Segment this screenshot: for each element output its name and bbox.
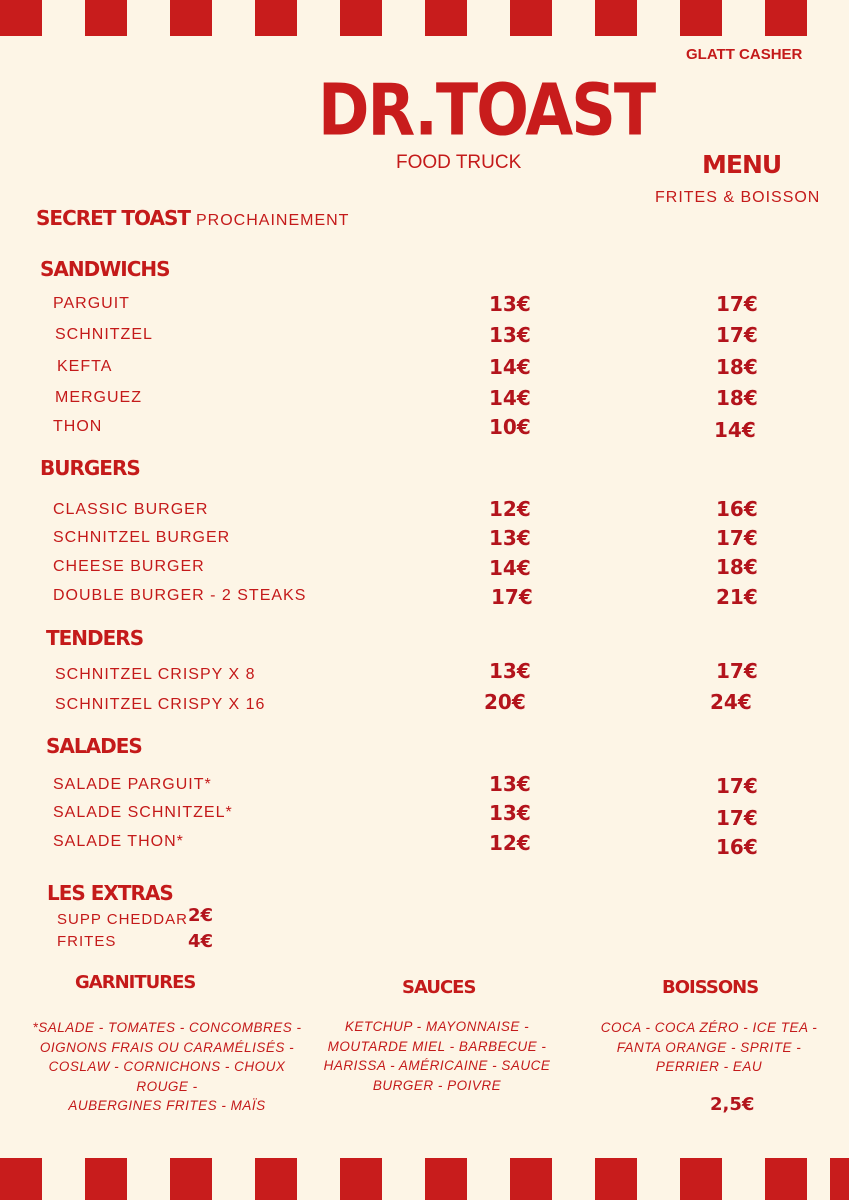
menu-item-price: 12€	[489, 831, 531, 855]
menu-item-menu-price: 17€	[716, 323, 758, 347]
food-truck-subtitle: FOOD TRUCK	[396, 152, 522, 173]
boissons-line: PERRIER - EAU	[655, 1059, 763, 1074]
menu-item-name: PARGUIT	[53, 295, 130, 312]
menu-item-price: 10€	[489, 415, 531, 439]
stripe	[255, 1158, 297, 1200]
stripe	[0, 1158, 42, 1200]
menu-item-price: 13€	[489, 292, 531, 316]
menu-item-name: SCHNITZEL	[55, 326, 153, 343]
menu-item-name: SCHNITZEL CRISPY X 16	[55, 696, 266, 713]
stripe	[170, 0, 212, 36]
menu-item-price: 13€	[489, 772, 531, 796]
section-title-sandwichs: SANDWICHS	[40, 257, 170, 281]
stripe	[0, 0, 42, 36]
menu-item-menu-price: 17€	[716, 806, 758, 830]
menu-item-price: 13€	[489, 659, 531, 683]
stripe	[85, 1158, 127, 1200]
menu-item-menu-price: 18€	[716, 355, 758, 379]
sauces-line: KETCHUP - MAYONNAISE -	[344, 1019, 530, 1034]
menu-item-menu-price: 18€	[716, 555, 758, 579]
menu-item-name: DOUBLE BURGER - 2 STEAKS	[53, 587, 307, 604]
menu-item-menu-price: 14€	[714, 418, 756, 442]
menu-item-menu-price: 21€	[716, 585, 758, 609]
stripe	[85, 0, 127, 36]
stripe	[425, 1158, 467, 1200]
extra-item-price: 4€	[188, 931, 214, 952]
garnitures-line: *SALADE - TOMATES - CONCOMBRES -	[32, 1020, 302, 1035]
boissons-line: FANTA ORANGE - SPRITE -	[616, 1039, 802, 1055]
stripe	[510, 0, 552, 36]
menu-item-price: 13€	[489, 801, 531, 825]
sauces-list	[322, 1017, 552, 1095]
menu-item-name: CLASSIC BURGER	[53, 501, 209, 518]
sauces-line: MOUTARDE MIEL - BARBECUE -	[327, 1038, 547, 1054]
stripe	[765, 1158, 807, 1200]
secret-toast-status: PROCHAINEMENT	[196, 212, 350, 229]
sauces-line: BURGER - POIVRE	[372, 1077, 502, 1093]
logo: DR.TOAST	[318, 68, 655, 152]
menu-item-menu-price: 16€	[716, 497, 758, 521]
menu-item-name: SALADE THON*	[53, 833, 184, 850]
stripe	[340, 1158, 382, 1200]
extra-item-name: SUPP CHEDDAR	[57, 911, 188, 928]
top-stripe-border	[0, 0, 849, 36]
section-title-tenders: TENDERS	[46, 626, 144, 650]
stripe	[255, 0, 297, 36]
menu-item-menu-price: 17€	[716, 526, 758, 550]
menu-item-menu-price: 17€	[716, 659, 758, 683]
menu-item-price: 12€	[489, 497, 531, 521]
menu-item-name: THON	[53, 418, 103, 435]
menu-item-price: 14€	[489, 386, 531, 410]
section-title-salades: SALADES	[46, 734, 142, 758]
menu-column-subheading: FRITES & BOISSON	[655, 189, 821, 206]
stripe	[595, 1158, 637, 1200]
menu-item-name: KEFTA	[57, 358, 113, 375]
bottom-stripe-border	[0, 1158, 849, 1200]
boissons-line: COCA - COCA ZÉRO - ICE TEA -	[600, 1020, 818, 1035]
stripe	[680, 1158, 722, 1200]
glatt-casher-label: GLATT CASHER	[686, 46, 803, 63]
menu-item-menu-price: 17€	[716, 292, 758, 316]
garnitures-line: AUBERGINES FRITES - MAÏS	[68, 1098, 266, 1113]
sauces-title: SAUCES	[402, 977, 476, 998]
secret-toast-title: SECRET TOAST	[36, 206, 191, 230]
menu-item-name: MERGUEZ	[55, 389, 142, 406]
sauces-line: HARISSA - AMÉRICAINE - SAUCE	[323, 1058, 551, 1073]
section-title-extras: LES EXTRAS	[47, 881, 173, 905]
garnitures-line: OIGNONS FRAIS OU CARAMÉLISÉS -	[39, 1039, 295, 1055]
stripe	[680, 0, 722, 36]
menu-item-menu-price: 16€	[716, 835, 758, 859]
menu-item-name: SALADE SCHNITZEL*	[53, 804, 233, 821]
menu-item-name: SCHNITZEL BURGER	[53, 529, 231, 546]
boissons-price: 2,5€	[710, 1094, 755, 1115]
extra-item-name: FRITES	[57, 933, 117, 950]
boissons-list	[600, 1018, 818, 1077]
menu-item-menu-price: 24€	[710, 690, 752, 714]
menu-item-price: 13€	[489, 323, 531, 347]
menu-item-price: 14€	[489, 556, 531, 580]
menu-item-menu-price: 18€	[716, 386, 758, 410]
stripe	[425, 0, 467, 36]
menu-item-name: SALADE PARGUIT*	[53, 776, 212, 793]
garnitures-list	[22, 1018, 312, 1116]
menu-item-price: 20€	[484, 690, 526, 714]
garnitures-line: COSLAW - CORNICHONS - CHOUX ROUGE -	[48, 1059, 286, 1094]
menu-item-price: 13€	[489, 526, 531, 550]
menu-item-menu-price: 17€	[716, 774, 758, 798]
menu-column-heading: MENU	[702, 150, 782, 179]
stripe	[830, 1158, 849, 1200]
stripe	[765, 0, 807, 36]
extra-item-price: 2€	[188, 905, 214, 926]
stripe	[170, 1158, 212, 1200]
menu-item-name: SCHNITZEL CRISPY X 8	[55, 666, 256, 683]
stripe	[340, 0, 382, 36]
boissons-title: BOISSONS	[662, 977, 759, 998]
stripe	[595, 0, 637, 36]
section-title-burgers: BURGERS	[40, 456, 140, 480]
stripe	[510, 1158, 552, 1200]
menu-item-name: CHEESE BURGER	[53, 558, 205, 575]
menu-item-price: 17€	[491, 585, 533, 609]
menu-item-price: 14€	[489, 355, 531, 379]
garnitures-title: GARNITURES	[75, 972, 196, 993]
